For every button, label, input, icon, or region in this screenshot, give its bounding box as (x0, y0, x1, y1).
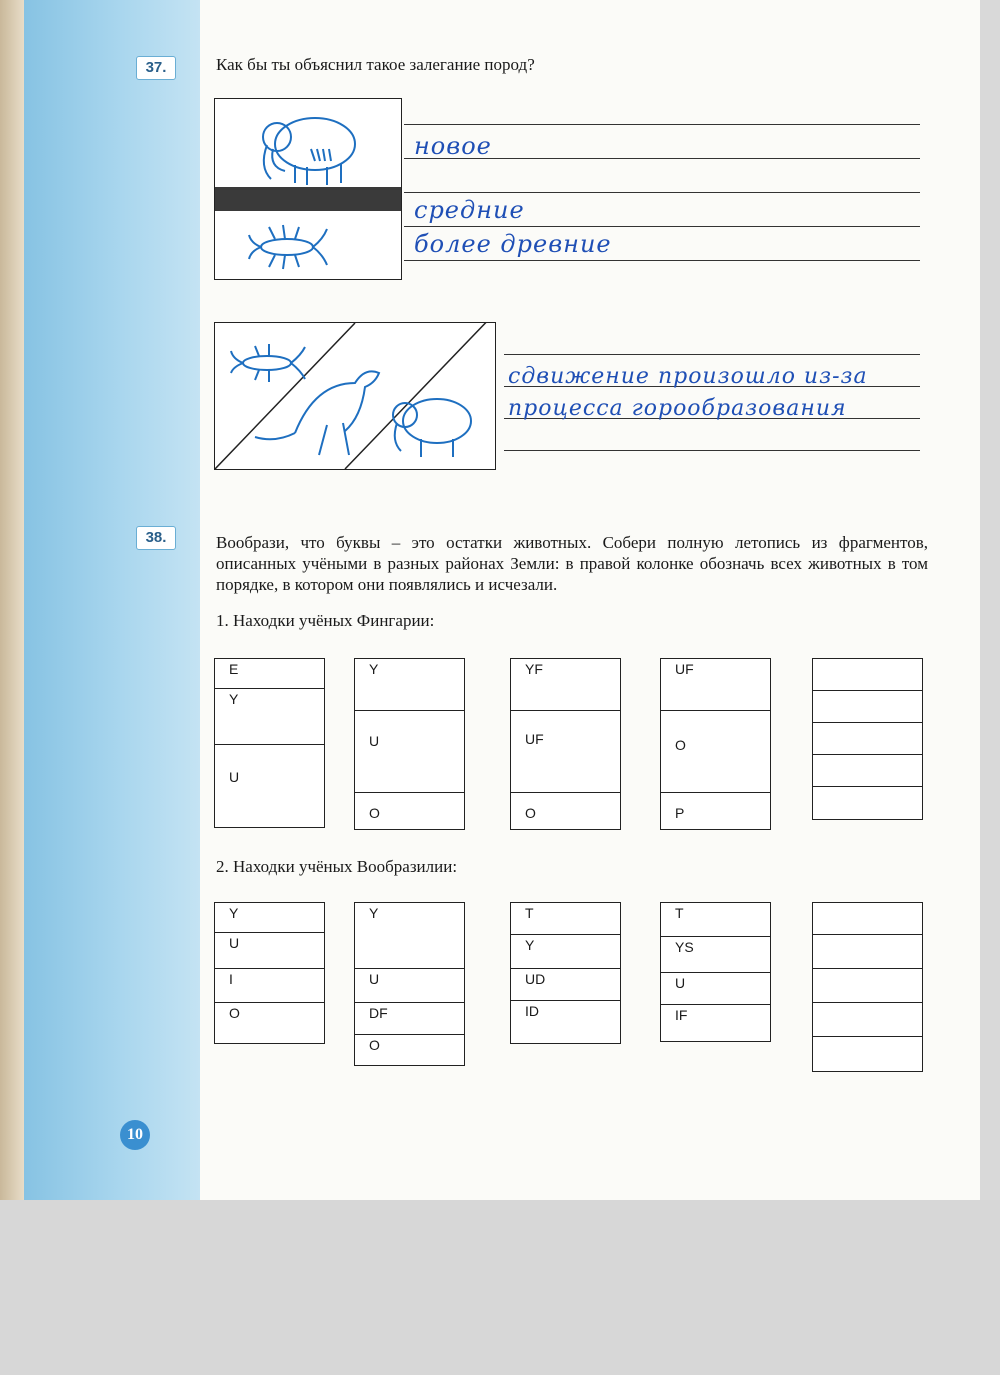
fossil-cell: U (215, 933, 324, 969)
fossil-cell: U (355, 969, 464, 1003)
handwritten-answer-shift: сдвижение произошло из-за (508, 364, 868, 389)
answer-line (404, 226, 920, 227)
fossil-cell: O (369, 1037, 380, 1053)
section-1-title: 1. Находки учёных Фингарии: (216, 611, 435, 630)
handwritten-answer-middle: средние (414, 196, 525, 224)
voobrazilia-column-2 (354, 902, 465, 1066)
answer-cell[interactable] (813, 903, 922, 935)
task-38-question: Вообрази, что буквы – это остатки животных. Собери полную летопись из фрагментов, описанных учёными в разных районах Земли: в правой колонке обозначь всех животных в том порядке, в котором они появлялись и исчезали. (216, 533, 928, 594)
scorpion-icon (249, 225, 327, 269)
rock-layers-figure-1 (214, 98, 402, 280)
rock-layers-figure-2 (214, 322, 496, 470)
task-38-number: 38. (136, 526, 176, 550)
scan-background (0, 1200, 1000, 1375)
fossil-cell: DF (355, 1003, 464, 1035)
fossil-cell: Y (215, 689, 324, 745)
fossil-cell: T (661, 903, 770, 937)
fossil-cell: U (355, 711, 464, 793)
handwritten-answer-reason: процесса горообразования (508, 396, 847, 421)
shifted-layers-illustration (215, 323, 495, 469)
fingaria-column-1 (214, 658, 325, 828)
voobrazilia-answer-column[interactable] (812, 902, 923, 1072)
fossil-cell: YF (511, 659, 620, 711)
dinosaur-icon (255, 371, 379, 455)
answer-cell[interactable] (813, 1037, 922, 1071)
task-37-question: Как бы ты объяснил такое залегание пород? (216, 55, 535, 74)
answer-line (404, 124, 920, 125)
scorpion-icon (231, 344, 305, 382)
page-number: 10 (120, 1120, 150, 1150)
fossil-cell: O (229, 1005, 240, 1021)
answer-cell[interactable] (813, 659, 922, 691)
fossil-cell: Y (355, 903, 464, 969)
answer-cell[interactable] (813, 755, 922, 787)
fossil-cell: IF (675, 1007, 688, 1023)
voobrazilia-column-1 (214, 902, 325, 1044)
fossil-cell: O (661, 711, 770, 793)
fossil-cell: UF (661, 659, 770, 711)
answer-cell[interactable] (813, 935, 922, 969)
answer-cell[interactable] (813, 1003, 922, 1037)
fossil-cell: Y (215, 903, 324, 933)
answer-line (404, 260, 920, 261)
voobrazilia-column-3 (510, 902, 621, 1044)
fingaria-answer-column[interactable] (812, 658, 923, 820)
fossil-cell: ID (525, 1003, 539, 1019)
fossil-cell: Y (511, 935, 620, 969)
voobrazilia-column-4 (660, 902, 771, 1042)
answer-line (504, 450, 920, 451)
blue-margin (24, 0, 200, 1200)
handwritten-answer-new: новое (414, 132, 492, 160)
answer-cell[interactable] (813, 787, 922, 819)
fossil-cell: U (229, 769, 240, 785)
answer-cell[interactable] (813, 691, 922, 723)
fossil-illustrations (215, 99, 401, 279)
fingaria-column-3 (510, 658, 621, 830)
fossil-cell: T (511, 903, 620, 935)
page-edge-strip (0, 0, 24, 1200)
mammoth-icon (263, 118, 355, 185)
fossil-cell: Y (355, 659, 464, 711)
answer-cell[interactable] (813, 969, 922, 1003)
handwritten-answer-ancient: более древние (414, 230, 612, 258)
fossil-cell: YS (661, 937, 770, 973)
fossil-cell: I (215, 969, 324, 1003)
answer-cell[interactable] (813, 723, 922, 755)
section-2-title: 2. Находки учёных Вообразилии: (216, 857, 458, 876)
fossil-cell: UD (511, 969, 620, 1001)
fingaria-column-2 (354, 658, 465, 830)
fossil-cell: U (661, 973, 770, 1005)
fingaria-column-4 (660, 658, 771, 830)
fossil-cell: O (525, 805, 536, 821)
answer-line (404, 192, 920, 193)
fossil-cell: UF (511, 711, 620, 793)
fossil-cell: P (675, 805, 685, 821)
task-37-number: 37. (136, 56, 176, 80)
answer-line (504, 354, 920, 355)
fossil-cell: O (369, 805, 380, 821)
fossil-cell: E (215, 659, 324, 689)
